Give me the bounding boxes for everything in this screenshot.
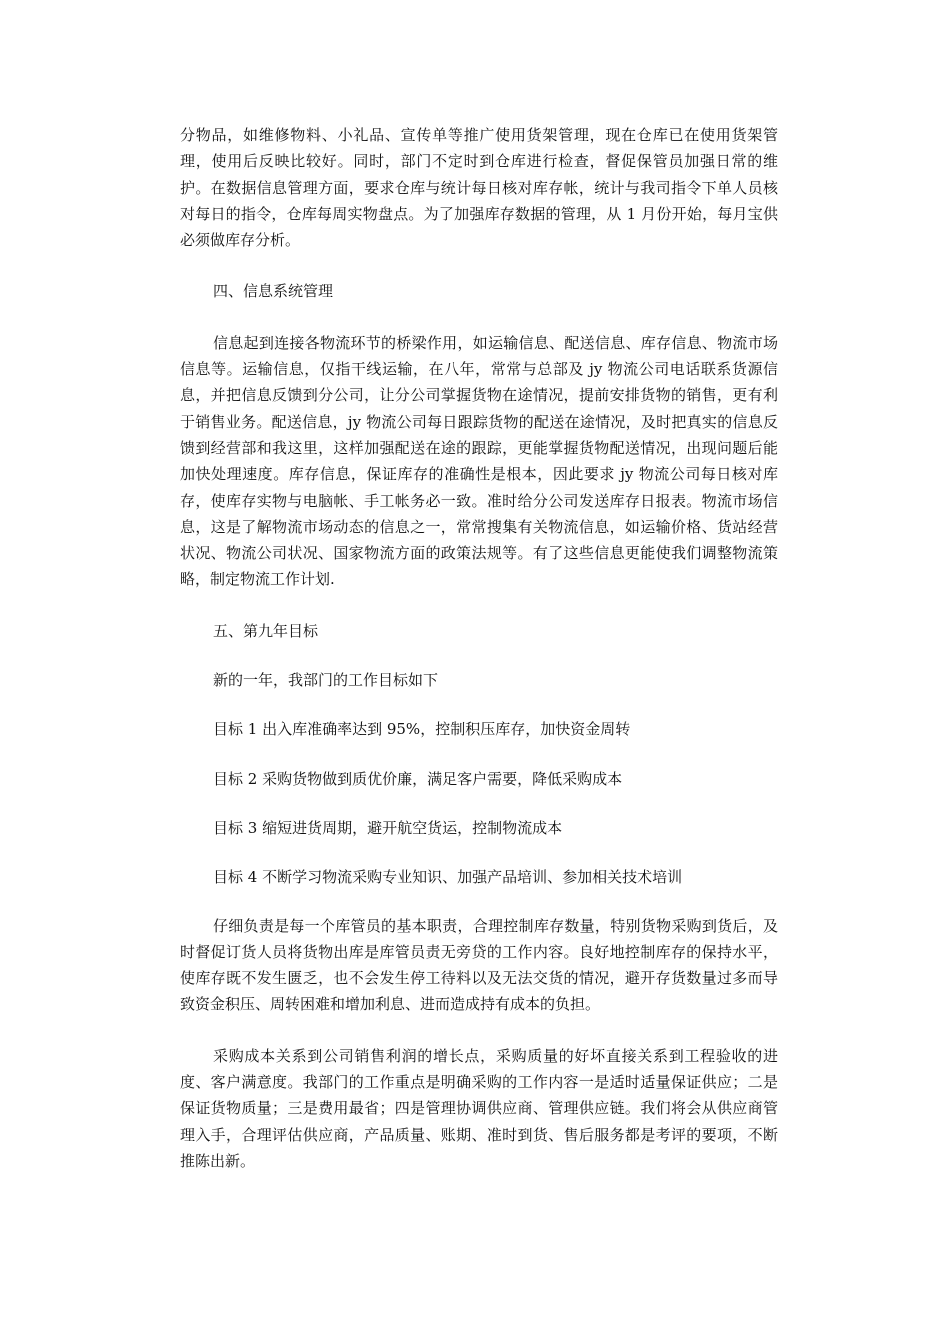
paragraph-warehouse-management: 分物品，如维修物料、小礼品、宣传单等推广使用货架管理，现在仓库已在使用货架管理，使用后反映比较好。同时，部门不定时到仓库进行检查，督促保管员加强日常的维护。在数据信息管理方面，要求仓库与统计每日核对库存帐，统计与我司指令下单人员核对每日的指令，仓库每周实物盘点。为了加强库存数据的管理，从 1 月份开始，每月宝供必须做库存分析。 <box>180 126 778 250</box>
section-heading-year-goals: 五、第九年目标 <box>213 621 319 640</box>
section-heading-info-system: 四、信息系统管理 <box>213 282 334 301</box>
goal-item: 目标 3 缩短进货周期，避开航空货运，控制物流成本 <box>213 818 563 837</box>
document-body <box>180 122 778 1174</box>
goal-item: 目标 2 采购货物做到质优价廉，满足客户需要，降低采购成本 <box>213 769 623 788</box>
paragraph-information-system: 信息起到连接各物流环节的桥梁作用，如运输信息、配送信息、库存信息、物流市场信息等。运输信息，仅指干线运输，在八年，常常与总部及 jy 物流公司电话联系货源信息，并把信息反馈到分公司，让分公司掌握货物在途情况，提前安排货物的销售，更有利于销售业务。配送信息，jy 物流公司每日跟踪货物的配送在途情况，及时把真实的信息反馈到经营部和我这里，这样加强配送在途的跟踪，更能掌握货物配送情况，出现问题后能加快处理速度。库存信息，保证库存的准确性是根本，因此要求 jy 物流公司每日核对库存，使库存实物与电脑帐、手工帐务必一致。准时给分公司发送库存日报表。物流市场信息，这是了解物流市场动态的信息之一，常常搜集有关物流信息，如运输价格、货站经营状况、物流公司状况、国家物流方面的政策法规等。有了这些信息更能使我们调整物流策略，制定物流工作计划. <box>180 333 778 589</box>
paragraph-storekeeper-duty: 仔细负责是每一个库管员的基本职责，合理控制库存数量，特别货物采购到货后，及时督促订货人员将货物出库是库管员责无旁贷的工作内容。良好地控制库存的保持水平，使库存既不发生匮乏，也不会发生停工待料以及无法交货的情况，避开存货数量过多而导致资金积压、周转困难和增加利息、进而造成持有成本的负担。 <box>180 916 778 1014</box>
goals-intro: 新的一年，我部门的工作目标如下 <box>213 671 439 690</box>
goal-item: 目标 4 不断学习物流采购专业知识、加强产品培训、参加相关技术培训 <box>213 868 683 887</box>
goal-item: 目标 1 出入库准确率达到 95%，控制积压库存，加快资金周转 <box>213 720 631 739</box>
paragraph-purchasing: 采购成本关系到公司销售利润的增长点，采购质量的好坏直接关系到工程验收的进度、客户满意度。我部门的工作重点是明确采购的工作内容一是适时适量保证供应；二是保证货物质量；三是费用最省；四是管理协调供应商、管理供应链。我们将会从供应商管理入手，合理评估供应商，产品质量、账期、准时到货、售后服务都是考评的要项，不断推陈出新。 <box>180 1046 778 1170</box>
